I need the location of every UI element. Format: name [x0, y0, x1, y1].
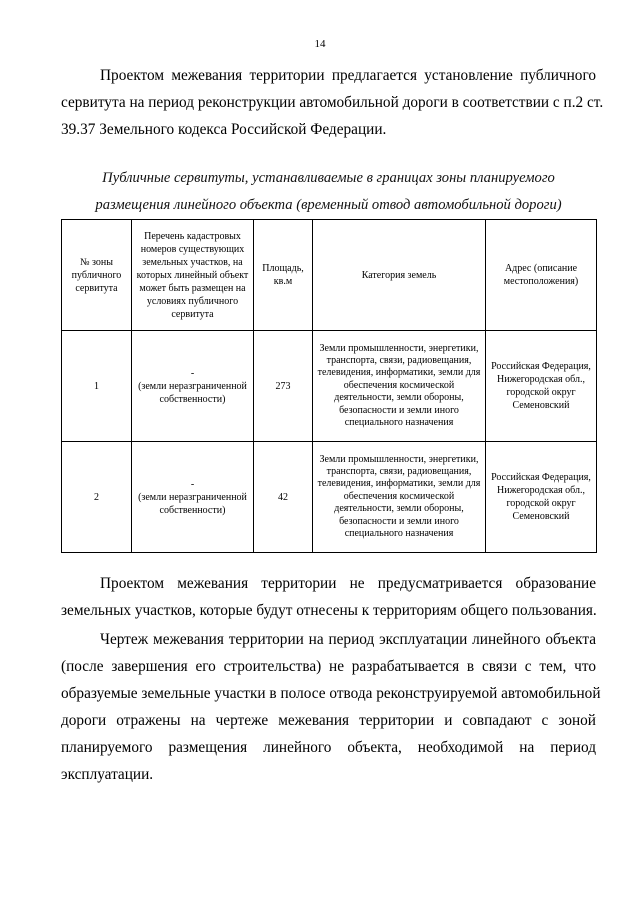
paragraph-line: земельных участков, которые будут отнесены к территориям общего пользования.: [61, 602, 597, 619]
cell-address: Российская Федерация, Нижегородская обл., городской округ Семеновский: [486, 331, 597, 442]
cell-land-category: Земли промышленности, энергетики, транспорта, связи, радиовещания, телевидения, информатики, земли для обеспечения космической деятельности, земли обороны, безопасности и земли иного специального назначения: [313, 442, 486, 553]
header-land-category: Категория земель: [313, 220, 486, 331]
cell-parcels: [132, 331, 254, 442]
paragraph-line: (после завершения его строительства) не разрабатывается в связи с тем, что: [61, 658, 596, 675]
cell-parcels-text: (земли неразграниченной собственности): [138, 380, 247, 405]
header-area: Площадь, кв.м: [254, 220, 313, 331]
cell-area: 273: [254, 331, 313, 442]
page-number: 14: [314, 38, 326, 50]
cell-zone-number: 2: [62, 442, 132, 553]
caption-line-2: размещения линейного объекта (временный отвод автомобильной дороги): [95, 197, 562, 213]
header-zone-number: № зоны публичного сервитута: [62, 220, 132, 331]
paragraph-line: эксплуатации.: [61, 766, 154, 783]
table-row: [62, 331, 597, 442]
paragraph-line: Проектом межевания территории не предусматривается образование: [100, 575, 596, 592]
servitudes-table: [61, 219, 597, 553]
table-caption: [61, 165, 596, 219]
cell-area: 42: [254, 442, 313, 553]
cell-zone-number: 1: [62, 331, 132, 442]
header-address: Адрес (описание местоположения): [486, 220, 597, 331]
table-header-row: [62, 220, 597, 331]
caption-line-1: Публичные сервитуты, устанавливаемые в границах зоны планируемого: [102, 170, 555, 186]
paragraph-line: Чертеж межевания территории на период эксплуатации линейного объекта: [100, 631, 596, 648]
paragraph-line: Проектом межевания территории предлагается установление публичного: [100, 67, 596, 84]
cell-land-category: Земли промышленности, энергетики, транспорта, связи, радиовещания, телевидения, информатики, земли для обеспечения космической деятельности, земли обороны, безопасности и земли иного специального назначения: [313, 331, 486, 442]
intro-paragraph: [61, 62, 604, 143]
table-row: [62, 442, 597, 553]
cell-parcels-dash: -: [190, 367, 195, 379]
paragraph-line: 39.37 Земельного кодекса Российской Федерации.: [61, 121, 387, 138]
cell-address: Российская Федерация, Нижегородская обл., городской округ Семеновский: [486, 442, 597, 553]
cell-parcels-text: (земли неразграниченной собственности): [138, 491, 247, 516]
cell-parcels-dash: -: [190, 478, 195, 490]
paragraph-line: дороги отражены на чертеже межевания территории и совпадают с зоной: [61, 712, 596, 729]
paragraph-3: [61, 626, 601, 788]
paragraph-2: [61, 570, 596, 624]
cell-parcels: [132, 442, 254, 553]
paragraph-line: сервитута на период реконструкции автомобильной дороги в соответствии с п.2 ст.: [61, 94, 604, 111]
paragraph-line: планируемого размещения линейного объекта, необходимой на период: [61, 739, 596, 756]
header-parcels: Перечень кадастровых номеров существующих земельных участков, на которых линейный объект может быть размещен на условиях публичного сервитута: [132, 220, 254, 331]
paragraph-line: образуемые земельные участки в полосе отвода реконструируемой автомобильной: [61, 685, 601, 702]
